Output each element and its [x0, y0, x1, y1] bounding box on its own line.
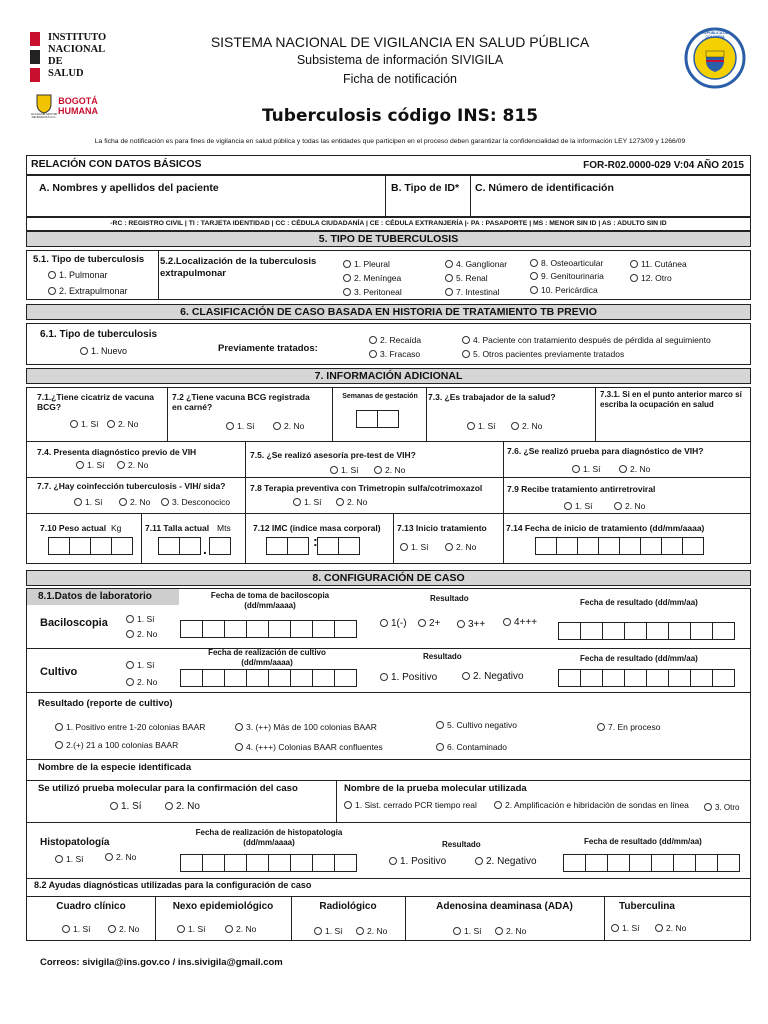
option-pleural[interactable]: 1. Pleural: [343, 259, 390, 269]
option-fracaso[interactable]: 3. Fracaso: [369, 349, 420, 359]
option-genitourinaria[interactable]: 9. Genitourinaria: [530, 271, 604, 281]
option-otros-previamente[interactable]: 5. Otros pacientes previamente tratados: [462, 349, 624, 359]
q79-no[interactable]: 2. No: [614, 501, 645, 511]
histo-si[interactable]: 1. Sí: [55, 854, 83, 864]
ayuda-radiologico: Radiológico: [319, 901, 377, 912]
fecha-resultado-histo-input[interactable]: [563, 854, 739, 872]
option-cutanea[interactable]: 11. Cutánea: [630, 259, 687, 269]
section-6-header: 6. CLASIFICACIÓN DE CASO BASADA EN HISTORIA DE TRATAMIENTO TB PREVIO: [26, 304, 751, 320]
tuber-no[interactable]: 2. No: [655, 923, 686, 933]
cult-op-4[interactable]: 4. (+++) Colonias BAAR confluentes: [235, 742, 383, 752]
peso-input[interactable]: [48, 537, 132, 555]
patient-name-label: A. Nombres y apellidos del paciente: [39, 182, 219, 194]
ocupacion-input[interactable]: [596, 414, 750, 438]
bac-res-1[interactable]: 1(-): [380, 618, 407, 629]
cultivo-label: Cultivo: [40, 666, 78, 678]
fecha-resultado-bac-input[interactable]: [558, 622, 734, 640]
cult-op-2[interactable]: 2.(+) 21 a 100 colonias BAAR: [55, 740, 178, 750]
histo-negativo[interactable]: 2. Negativo: [475, 856, 537, 867]
especie-input[interactable]: [210, 760, 748, 778]
bogota-humana-logo: BOGOTÁ HUMANA: [58, 96, 98, 116]
q72-no[interactable]: 2. No: [273, 421, 304, 431]
q78-si[interactable]: 1. Sí: [293, 497, 321, 507]
cult-op-5[interactable]: 5. Cultivo negativo: [436, 720, 517, 730]
cuadro-no[interactable]: 2. No: [108, 924, 139, 934]
q78-no[interactable]: 2. No: [336, 497, 367, 507]
option-ganglionar[interactable]: 4. Ganglionar: [445, 259, 507, 269]
bac-si[interactable]: 1. Sí: [126, 614, 154, 624]
q74-no[interactable]: 2. No: [117, 460, 148, 470]
cult-op-6[interactable]: 6. Contaminado: [436, 742, 507, 752]
option-otro[interactable]: 12. Otro: [630, 273, 672, 283]
q71-no[interactable]: 2. No: [107, 419, 138, 429]
ins-logo-mark: [28, 30, 44, 84]
mol-op-3[interactable]: 3. Otro: [704, 803, 739, 812]
option-nuevo[interactable]: 1. Nuevo: [80, 346, 127, 356]
ficha-title: Ficha de notificación: [343, 72, 457, 86]
q77-no[interactable]: 2. No: [119, 497, 150, 507]
patient-name-input[interactable]: [27, 190, 383, 216]
correos-footer: Correos: sivigila@ins.gov.co / ins.sivigila@gmail.com: [40, 957, 283, 968]
ayuda-cuadro-clinico: Cuadro clínico: [56, 901, 126, 912]
q73-si[interactable]: 1. Sí: [467, 421, 495, 431]
bac-res-3[interactable]: 3++: [457, 619, 485, 630]
q713-no[interactable]: 2. No: [445, 542, 476, 552]
ayuda-ada: Adenosina deaminasa (ADA): [436, 901, 573, 912]
cult-no[interactable]: 2. No: [126, 677, 157, 687]
histo-no[interactable]: 2. No: [105, 852, 136, 862]
cuadro-si[interactable]: 1. Sí: [62, 924, 90, 934]
q79-si[interactable]: 1. Sí: [564, 501, 592, 511]
section-5-header: 5. TIPO DE TUBERCULOSIS: [26, 231, 751, 247]
bac-no[interactable]: 2. No: [126, 629, 157, 639]
option-intestinal[interactable]: 7. Intestinal: [445, 287, 499, 297]
fecha-cultivo-input[interactable]: [180, 669, 356, 687]
q76-si[interactable]: 1. Sí: [572, 464, 600, 474]
ins-logo: INSTITUTO NACIONAL DE SALUD: [28, 30, 118, 86]
q72-si[interactable]: 1. Sí: [226, 421, 254, 431]
molecular-no[interactable]: 2. No: [165, 801, 200, 812]
fecha-resultado-cult-input[interactable]: [558, 669, 734, 687]
molecular-si[interactable]: 1. Sí: [110, 801, 142, 812]
fecha-baciloscopia-input[interactable]: [180, 620, 356, 638]
q75-no[interactable]: 2. No: [374, 465, 405, 475]
cult-si[interactable]: 1. Sí: [126, 660, 154, 670]
bac-res-2[interactable]: 2+: [418, 618, 440, 629]
semanas-gestacion-input[interactable]: [356, 410, 398, 428]
ayuda-nexo: Nexo epidemiológico: [172, 901, 274, 912]
confidentiality-note: La ficha de notificación es para fines de vigilancia en salud pública y todas las entidades que participen en el proceso deben garantizar la confidencialidad de la información LEY 1273/09 y 1266/09: [94, 138, 686, 145]
q73-no[interactable]: 2. No: [511, 421, 542, 431]
id-type-legend: -RC : REGISTRO CIVIL | TI : TARJETA IDENTIDAD | CC : CÉDULA CIUDADANÍA | CE : CÉDULA EXTRANJERÍA |- PA : PASAPORTE | MS : MENOR SIN ID | AS : ADULTO SIN ID: [26, 217, 751, 231]
shield-icon: [35, 94, 53, 114]
basic-data-header: RELACIÓN CON DATOS BÁSICOS FOR-R02.0000-029 V:04 AÑO 2015: [26, 155, 751, 175]
fecha-inicio-tratamiento-input[interactable]: [535, 537, 703, 555]
cult-op-1[interactable]: 1. Positivo entre 1-20 colonias BAAR: [55, 722, 205, 732]
mol-op-1[interactable]: 1. Sist. cerrado PCR tiempo real: [344, 800, 477, 810]
option-pulmonar[interactable]: 1. Pulmonar: [48, 270, 108, 280]
q77-desconocido[interactable]: 3. Desconocico: [161, 497, 230, 507]
nexo-si[interactable]: 1. Sí: [177, 924, 205, 934]
ada-no[interactable]: 2. No: [495, 926, 526, 936]
ada-si[interactable]: 1. Sí: [453, 926, 481, 936]
section-8-header: 8. CONFIGURACIÓN DE CASO: [26, 570, 751, 586]
option-renal[interactable]: 5. Renal: [445, 273, 488, 283]
tuber-si[interactable]: 1. Sí: [611, 923, 639, 933]
option-recaida[interactable]: 2. Recaída: [369, 335, 421, 345]
option-osteoarticular[interactable]: 8. Osteoarticular: [530, 258, 603, 268]
system-title: SISTEMA NACIONAL DE VIGILANCIA EN SALUD PÚBLICA: [210, 34, 590, 50]
cult-positivo[interactable]: 1. Positivo: [380, 672, 437, 683]
radio-no[interactable]: 2. No: [356, 926, 387, 936]
cult-negativo[interactable]: 2. Negativo: [462, 671, 524, 682]
option-peritoneal[interactable]: 3. Peritoneal: [343, 287, 402, 297]
fecha-histopatologia-input[interactable]: [180, 854, 356, 872]
talla-input[interactable]: [158, 537, 230, 555]
baciloscopia-label: Baciloscopia: [40, 617, 108, 629]
q75-si[interactable]: 1. Sí: [330, 465, 358, 475]
radio-si[interactable]: 1. Sí: [314, 926, 342, 936]
option-pericardica[interactable]: 10. Pericárdica: [530, 285, 598, 295]
q76-no[interactable]: 2. No: [619, 464, 650, 474]
form-title: Tuberculosis código INS: 815: [261, 106, 539, 126]
id-number-input[interactable]: [471, 190, 749, 216]
section-7-header: 7. INFORMACIÓN ADICIONAL: [26, 368, 751, 384]
subsystem-title: Subsistema de información SIVIGILA: [296, 53, 504, 67]
id-type-input[interactable]: [386, 190, 468, 216]
alcaldia-logo: ALCALDÍA MAYOR DE BOGOTÁ D.C.: [30, 94, 58, 120]
histopatologia-label: Histopatología: [40, 837, 110, 848]
option-extrapulmonar[interactable]: 2. Extrapulmonar: [48, 286, 128, 296]
q77-si[interactable]: 1. Sí: [74, 497, 102, 507]
cult-op-3[interactable]: 3. (++) Más de 100 colonias BAAR: [235, 722, 377, 732]
colombia-seal: REPÚBLICA DE COLOMBIA: [684, 27, 746, 89]
histo-positivo[interactable]: 1. Positivo: [389, 856, 446, 867]
nexo-no[interactable]: 2. No: [225, 924, 256, 934]
id-number-label: C. Número de identificación: [475, 182, 614, 194]
bac-res-4[interactable]: 4+++: [503, 617, 537, 628]
q71-si[interactable]: 1. Sí: [70, 419, 98, 429]
q713-si[interactable]: 1. Sí: [400, 542, 428, 552]
cult-op-7[interactable]: 7. En proceso: [597, 722, 660, 732]
ayuda-tuberculina: Tuberculina: [619, 901, 675, 912]
option-meningea[interactable]: 2. Meníngea: [343, 273, 401, 283]
id-type-label: B. Tipo de ID*: [391, 182, 460, 194]
option-perdida-seguimiento[interactable]: 4. Paciente con tratamiento después de pérdida al seguimiento: [462, 335, 711, 345]
q74-si[interactable]: 1. Sí: [76, 460, 104, 470]
mol-op-2[interactable]: 2. Amplificación e hibridación de sondas en línea: [494, 800, 689, 810]
